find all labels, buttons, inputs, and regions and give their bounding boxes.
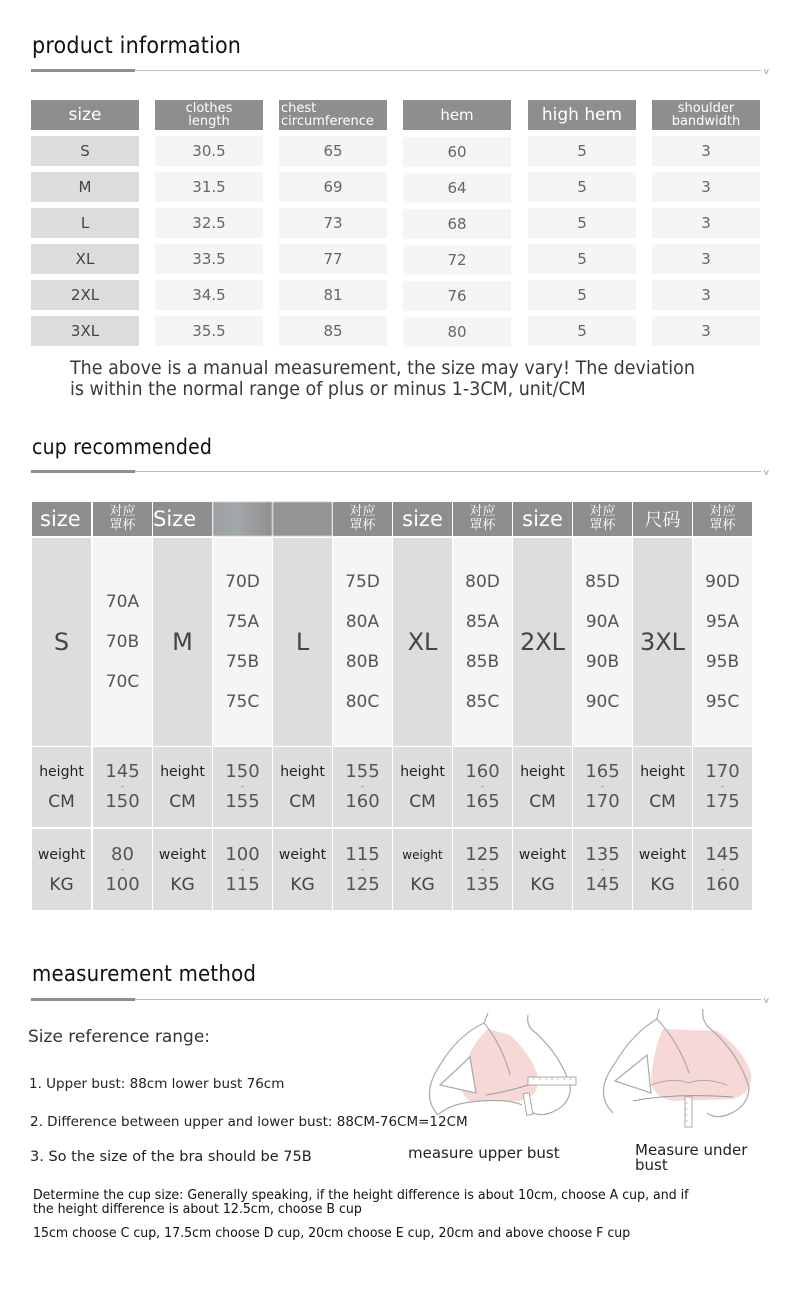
header-size: size (31, 100, 139, 130)
cup-list: 70D 75A 75B 75C (213, 538, 272, 746)
size-cell: XL (393, 538, 452, 746)
table-cell: 5 (528, 208, 636, 238)
weight-label-cell: weight KG (273, 829, 332, 910)
size-cell: M (153, 538, 212, 746)
table-cell: 30.5 (155, 136, 263, 166)
table-cell: 81 (279, 280, 387, 310)
weight-range-cell: 135 - 145 (573, 829, 632, 910)
height-label-cell: height CM (393, 747, 452, 827)
size-cell: S (32, 538, 91, 746)
height-label-cell: height CM (513, 747, 572, 827)
header-hem: hem (403, 100, 511, 130)
section-divider (31, 67, 769, 77)
size-cell: 2XL (513, 538, 572, 746)
table-cell: 69 (279, 172, 387, 202)
chevron-down-icon: v (763, 996, 769, 1006)
chevron-down-icon: v (763, 67, 769, 77)
table-cell: 32.5 (155, 208, 263, 238)
table-cell: 5 (528, 316, 636, 346)
cup-list: 75D 80A 80B 80C (333, 538, 392, 746)
height-range-cell: 145 - 150 (93, 747, 152, 827)
table-cell: 77 (279, 244, 387, 274)
height-range-cell: 160 - 165 (453, 747, 512, 827)
chevron-down-icon: v (763, 468, 769, 478)
header-cup: 对应 罩杯 (333, 502, 392, 536)
table-cell: 3 (652, 208, 760, 238)
weight-range-cell: 125 - 135 (453, 829, 512, 910)
header-size-cn: 尺码 (633, 502, 692, 536)
size-cell: 3XL (633, 538, 692, 746)
height-label-cell: height CM (633, 747, 692, 827)
table-cell-size: L (31, 208, 139, 238)
measurement-step-3: 3. So the size of the bra should be 75B (30, 1149, 312, 1165)
height-label-cell: height CM (273, 747, 332, 827)
table-cell: 35.5 (155, 316, 263, 346)
height-range-cell: 170 - 175 (693, 747, 752, 827)
header-shoulder-bandwidth: shoulder bandwidth (652, 100, 760, 130)
under-bust-measurement-illustration (593, 1005, 763, 1130)
weight-range-cell: 80 - 100 (93, 829, 152, 910)
section-divider (31, 996, 769, 1006)
cup-list: 80D 85A 85B 85C (453, 538, 512, 746)
table-cell: 80 (403, 317, 511, 347)
table-cell: 5 (528, 136, 636, 166)
header-size: size (32, 502, 91, 536)
weight-range-cell: 100 - 115 (213, 829, 272, 910)
cup-list: 85D 90A 90B 90C (573, 538, 632, 746)
caption-upper-bust: measure upper bust (408, 1144, 560, 1162)
table-cell: 5 (528, 280, 636, 310)
caption-under-bust: Measure under bust (635, 1141, 748, 1174)
table-cell-size: S (31, 136, 139, 166)
column-clothes-length (155, 100, 263, 340)
height-range-cell: 150 - 155 (213, 747, 272, 827)
section-title-measurement-method: measurement method (32, 962, 257, 987)
header-cup: 对应 罩杯 (453, 502, 512, 536)
header-blurred (213, 502, 272, 536)
size-reference-title: Size reference range: (28, 1027, 211, 1047)
table-cell: 64 (403, 173, 511, 203)
table-cell-size: XL (31, 244, 139, 274)
table-cell: 76 (403, 281, 511, 311)
table-cell: 85 (279, 316, 387, 346)
header-size: size (513, 502, 572, 536)
header-blurred (273, 502, 332, 536)
column-size (31, 100, 139, 340)
weight-label-cell: weight KG (153, 829, 212, 910)
section-title-product-information: product information (32, 33, 242, 59)
header-cup: 对应 罩杯 (693, 502, 752, 536)
cup-size-rule-continued: 15cm choose C cup, 17.5cm choose D cup, 20cm choose E cup, 20cm and above choose F cup (33, 1225, 631, 1241)
table-cell-size: 3XL (31, 316, 139, 346)
weight-range-cell: 145 - 160 (693, 829, 752, 910)
weight-range-cell: 115 - 125 (333, 829, 392, 910)
section-divider (31, 468, 769, 478)
table-cell: 31.5 (155, 172, 263, 202)
cup-recommendation-table (32, 502, 752, 910)
table-cell: 3 (652, 244, 760, 274)
table-cell: 3 (652, 136, 760, 166)
table-cell: 68 (403, 209, 511, 239)
upper-bust-measurement-illustration (410, 1005, 580, 1125)
weight-label-cell: weight KG (32, 829, 91, 910)
column-shoulder-bandwidth (652, 100, 760, 340)
height-label-cell: height CM (153, 747, 212, 827)
header-chest-circumference: chest circumference (279, 100, 387, 130)
size-cell: L (273, 538, 332, 746)
table-cell-size: 2XL (31, 280, 139, 310)
header-high-hem: high hem (528, 100, 636, 130)
measurement-step-2: 2. Difference between upper and lower bust: 88CM-76CM=12CM (30, 1114, 468, 1130)
header-clothes-length: clothes length (155, 100, 263, 130)
table-cell: 34.5 (155, 280, 263, 310)
header-size: size (393, 502, 452, 536)
header-size: Size (153, 502, 212, 536)
table-cell: 3 (652, 172, 760, 202)
table-cell: 73 (279, 208, 387, 238)
table-cell: 5 (528, 244, 636, 274)
table-cell: 65 (279, 136, 387, 166)
height-label-cell: height CM (32, 747, 91, 827)
weight-label-cell: weight KG (633, 829, 692, 910)
column-high-hem (528, 100, 636, 340)
weight-label-cell: weight KG (513, 829, 572, 910)
header-cup: 对应 罩杯 (93, 502, 152, 536)
header-cup: 对应 罩杯 (573, 502, 632, 536)
measurement-step-1: 1. Upper bust: 88cm lower bust 76cm (29, 1076, 285, 1092)
table-cell: 33.5 (155, 244, 263, 274)
section-title-cup-recommended: cup recommended (32, 435, 213, 459)
column-chest-circumference (279, 100, 387, 340)
height-range-cell: 165 - 170 (573, 747, 632, 827)
cup-list: 90D 95A 95B 95C (693, 538, 752, 746)
cup-size-rule: Determine the cup size: Generally speaking, if the height difference is about 10cm, choose A cup, and if the height difference is about 12.5cm, choose B cup (33, 1187, 689, 1217)
weight-label-cell: weight KG (393, 829, 452, 910)
table-cell: 60 (403, 137, 511, 167)
table-cell: 5 (528, 172, 636, 202)
table-cell: 3 (652, 280, 760, 310)
column-hem (403, 100, 511, 341)
height-range-cell: 155 - 160 (333, 747, 392, 827)
table-cell-size: M (31, 172, 139, 202)
table-cell: 3 (652, 316, 760, 346)
measurement-disclaimer: The above is a manual measurement, the size may vary! The deviation is within the normal range of plus or minus 1-3CM, unit/CM (70, 357, 695, 400)
cup-list: 70A 70B 70C (93, 538, 152, 746)
table-cell: 72 (403, 245, 511, 275)
